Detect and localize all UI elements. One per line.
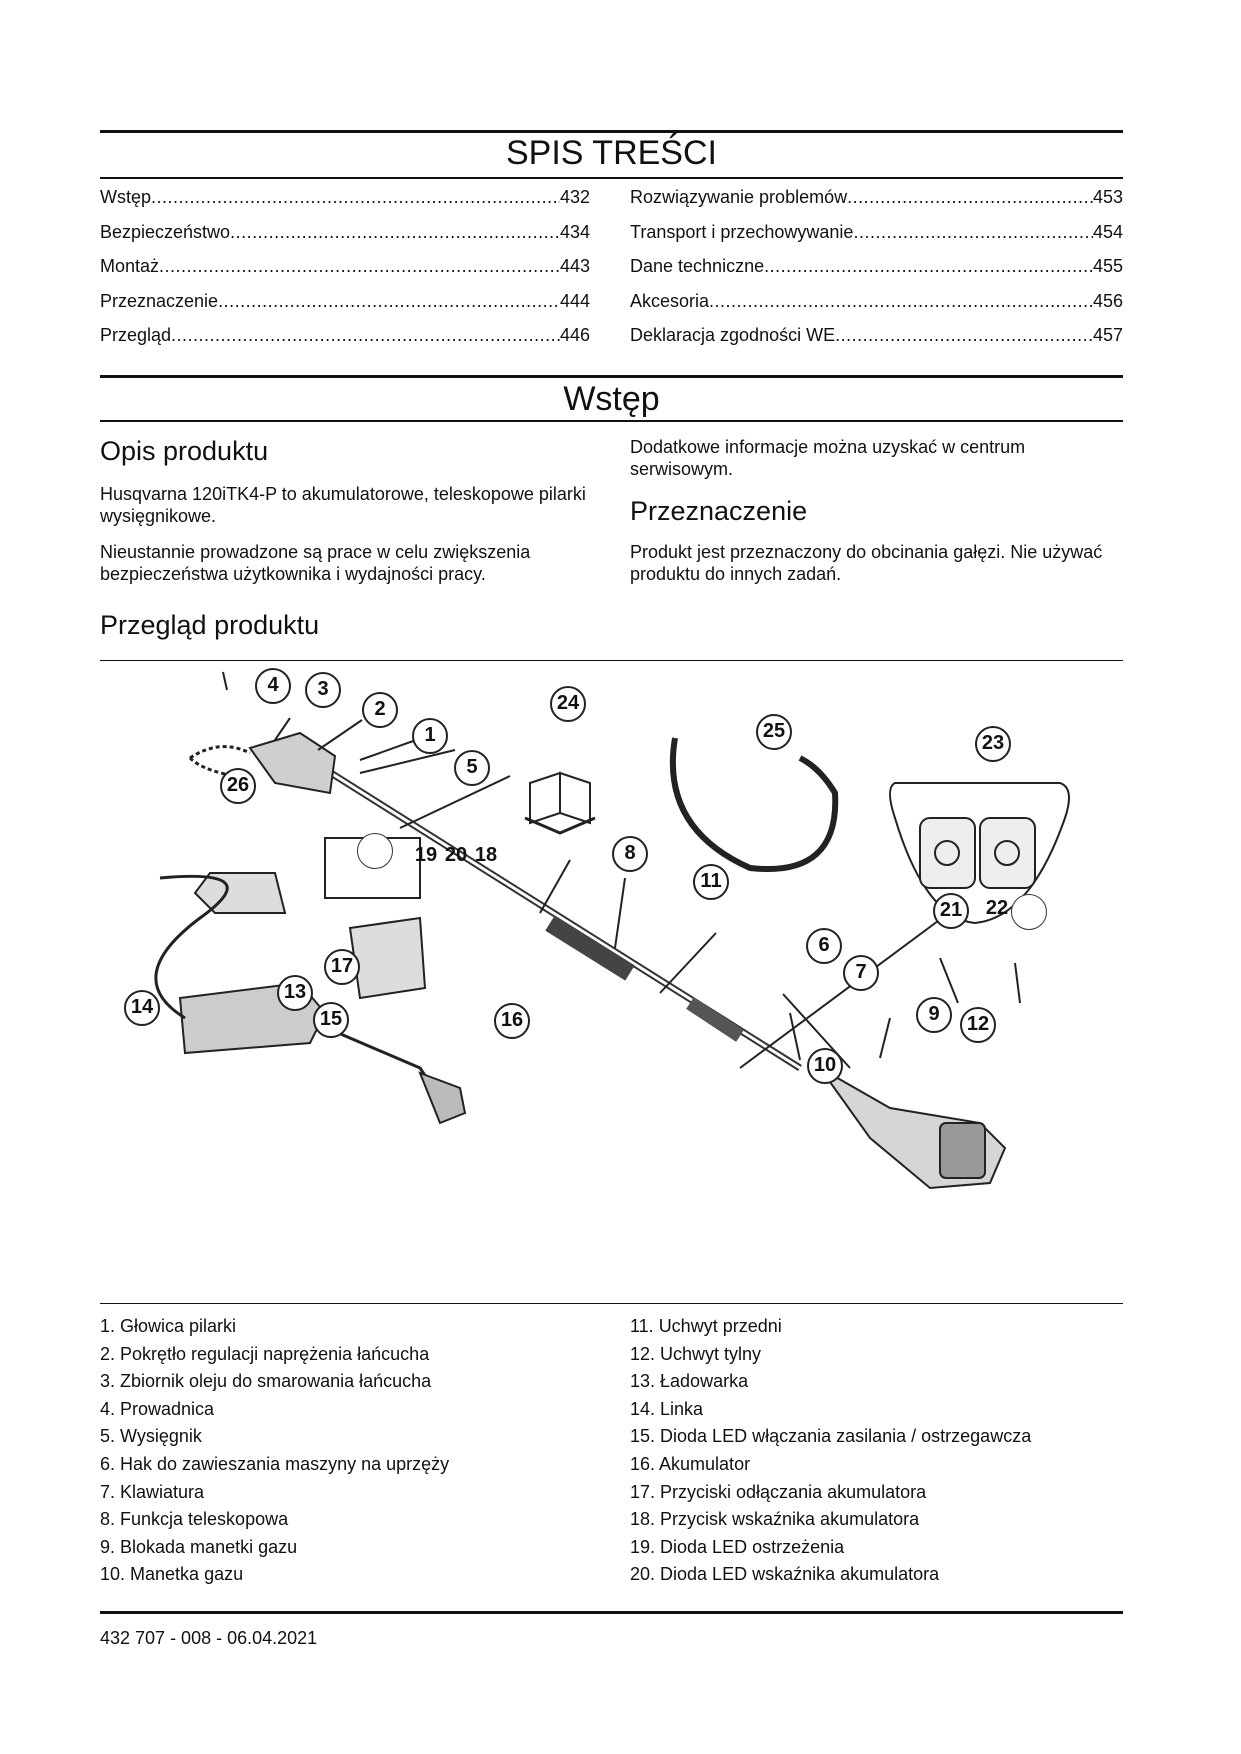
toc-leader-dots xyxy=(159,256,560,291)
toc-leader-dots xyxy=(709,291,1093,326)
toc-entry[interactable] xyxy=(630,187,1123,222)
product-description-heading: Opis produktu xyxy=(100,436,269,466)
toc-entry-page: 434 xyxy=(559,221,590,242)
toc-entry[interactable] xyxy=(100,325,590,360)
toc-entry[interactable] xyxy=(630,222,1123,257)
toc-right-column xyxy=(630,187,1123,360)
legend-item: 15. Dioda LED włączania zasilania / ostrzegawcza xyxy=(630,1426,1032,1447)
legend-item: 4. Prowadnica xyxy=(100,1398,215,1419)
toc-entry-label: Wstęp xyxy=(100,187,152,207)
toc-entry-page: 455 xyxy=(1092,256,1123,276)
toc-entry[interactable] xyxy=(630,291,1123,326)
callout-22: 22 xyxy=(985,897,1009,919)
toc-entry[interactable] xyxy=(100,222,590,257)
legend-item: 11. Uchwyt przedni xyxy=(630,1316,782,1336)
callout-23: 23 xyxy=(975,726,1011,762)
intro-title-rule xyxy=(100,420,1123,422)
toc-entry-label: Transport i przechowywanie xyxy=(630,221,854,242)
toc-entry-page: 446 xyxy=(559,325,590,345)
toc-entry-page: 457 xyxy=(1092,325,1123,345)
toc-entry-label: Montaż xyxy=(100,256,160,276)
legend-item: 5. Wysięgnik xyxy=(100,1426,202,1447)
callout-layer xyxy=(100,668,1123,1298)
callout-6: 6 xyxy=(806,928,842,964)
callout-2: 2 xyxy=(362,692,398,728)
legend-item: 13. Ładowarka xyxy=(630,1371,749,1392)
toc-entry-label: Przegląd xyxy=(100,325,172,345)
callout-9: 9 xyxy=(916,997,952,1033)
callout-7: 7 xyxy=(843,955,879,991)
toc-leader-dots xyxy=(853,222,1093,257)
toc-entry-label: Akcesoria xyxy=(630,290,710,311)
toc-entry-label: Bezpieczeństwo xyxy=(100,221,231,242)
toc-entry-page: 453 xyxy=(1092,187,1123,207)
legend-item: 2. Pokrętło regulacji naprężenia łańcucha xyxy=(100,1343,430,1364)
callout-3: 3 xyxy=(305,672,341,708)
toc-entry-page: 454 xyxy=(1092,221,1123,242)
toc-leader-dots xyxy=(218,291,560,326)
toc-title-rule xyxy=(100,177,1123,179)
legend-item: 8. Funkcja teleskopowa xyxy=(100,1509,289,1530)
toc-entry-label: Dane techniczne xyxy=(630,256,765,276)
callout-26: 26 xyxy=(220,768,256,804)
legend-rule xyxy=(100,1303,1123,1304)
toc-leader-dots xyxy=(171,325,560,360)
callout-19: 19 xyxy=(414,844,438,866)
legend-item: 3. Zbiornik oleju do smarowania łańcucha xyxy=(100,1371,432,1392)
toc-leader-dots xyxy=(847,187,1093,222)
footer-code: 432 707 - 008 - 06.04.2021 xyxy=(100,1628,318,1648)
intro-rule xyxy=(100,375,1123,378)
legend-item: 16. Akumulator xyxy=(630,1453,751,1474)
callout-18: 18 xyxy=(474,844,498,866)
callout-16: 16 xyxy=(494,1003,530,1039)
legend-item: 6. Hak do zawieszania maszyny na uprzęży xyxy=(100,1453,450,1474)
toc-leader-dots xyxy=(835,325,1093,360)
legend-item: 18. Przycisk wskaźnika akumulatora xyxy=(630,1509,920,1530)
toc-entry[interactable] xyxy=(100,187,590,222)
toc-entry-page: 456 xyxy=(1092,290,1123,311)
toc-left-column xyxy=(100,187,590,360)
purpose-heading: Przeznaczenie xyxy=(630,496,808,526)
callout-17: 17 xyxy=(324,949,360,985)
blank-callout-circle xyxy=(1011,894,1047,930)
callout-21: 21 xyxy=(933,893,969,929)
legend-item: 7. Klawiatura xyxy=(100,1481,205,1502)
toc-entry[interactable] xyxy=(630,325,1123,360)
footer-rule xyxy=(100,1611,1123,1614)
callout-5: 5 xyxy=(454,750,490,786)
callout-20: 20 xyxy=(444,844,468,866)
legend-item: 1. Głowica pilarki xyxy=(100,1316,237,1336)
blank-callout-circle xyxy=(357,833,393,869)
legend-item: 17. Przyciski odłączania akumulatora xyxy=(630,1481,927,1502)
top-rule xyxy=(100,130,1123,133)
callout-11: 11 xyxy=(693,864,729,900)
legend-item: 19. Dioda LED ostrzeżenia xyxy=(630,1536,845,1557)
callout-8: 8 xyxy=(612,836,648,872)
intro-title: Wstęp xyxy=(563,380,660,418)
callout-15: 15 xyxy=(313,1002,349,1038)
toc-leader-dots xyxy=(764,256,1093,291)
legend-item: 10. Manetka gazu xyxy=(100,1564,244,1585)
callout-25: 25 xyxy=(756,714,792,750)
toc-entry-label: Przeznaczenie xyxy=(100,290,219,311)
purpose-text: Produkt jest przeznaczony do obcinania gałęzi. Nie używać produktu do innych zadań. xyxy=(630,542,1103,584)
callout-10: 10 xyxy=(807,1048,843,1084)
toc-leader-dots xyxy=(230,222,560,257)
callout-13: 13 xyxy=(277,975,313,1011)
toc-entry[interactable] xyxy=(630,256,1123,291)
toc-entry-label: Rozwiązywanie problemów xyxy=(630,187,848,207)
callout-12: 12 xyxy=(960,1007,996,1043)
overview-rule xyxy=(100,660,1123,661)
service-info-text: Dodatkowe informacje można uzyskać w centrum serwisowym. xyxy=(630,437,1026,479)
callout-4: 4 xyxy=(255,668,291,704)
toc-entry-page: 443 xyxy=(559,256,590,276)
callout-14: 14 xyxy=(124,990,160,1026)
legend-item: 12. Uchwyt tylny xyxy=(630,1343,762,1364)
legend-left-column xyxy=(100,1313,600,1589)
legend-item: 20. Dioda LED wskaźnika akumulatora xyxy=(630,1564,940,1585)
toc-entry-page: 444 xyxy=(559,290,590,311)
product-overview-heading: Przegląd produktu xyxy=(100,610,320,640)
callout-24: 24 xyxy=(550,686,586,722)
toc-leader-dots xyxy=(151,187,560,222)
legend-right-column xyxy=(630,1313,1130,1589)
legend-item: 9. Blokada manetki gazu xyxy=(100,1536,298,1557)
callout-1: 1 xyxy=(412,718,448,754)
toc-entry[interactable] xyxy=(100,291,590,326)
toc-entry-label: Deklaracja zgodności WE xyxy=(630,325,836,345)
toc-title: SPIS TREŚCI xyxy=(506,134,717,172)
product-improvement-text: Nieustannie prowadzone są prace w celu zwiększenia bezpieczeństwa użytkownika i wydajności pracy. xyxy=(100,542,531,584)
product-description-text: Husqvarna 120iTK4-P to akumulatorowe, teleskopowe pilarki wysięgnikowe. xyxy=(100,484,586,526)
legend-item: 14. Linka xyxy=(630,1398,704,1419)
toc-entry-page: 432 xyxy=(559,187,590,207)
toc-entry[interactable] xyxy=(100,256,590,291)
